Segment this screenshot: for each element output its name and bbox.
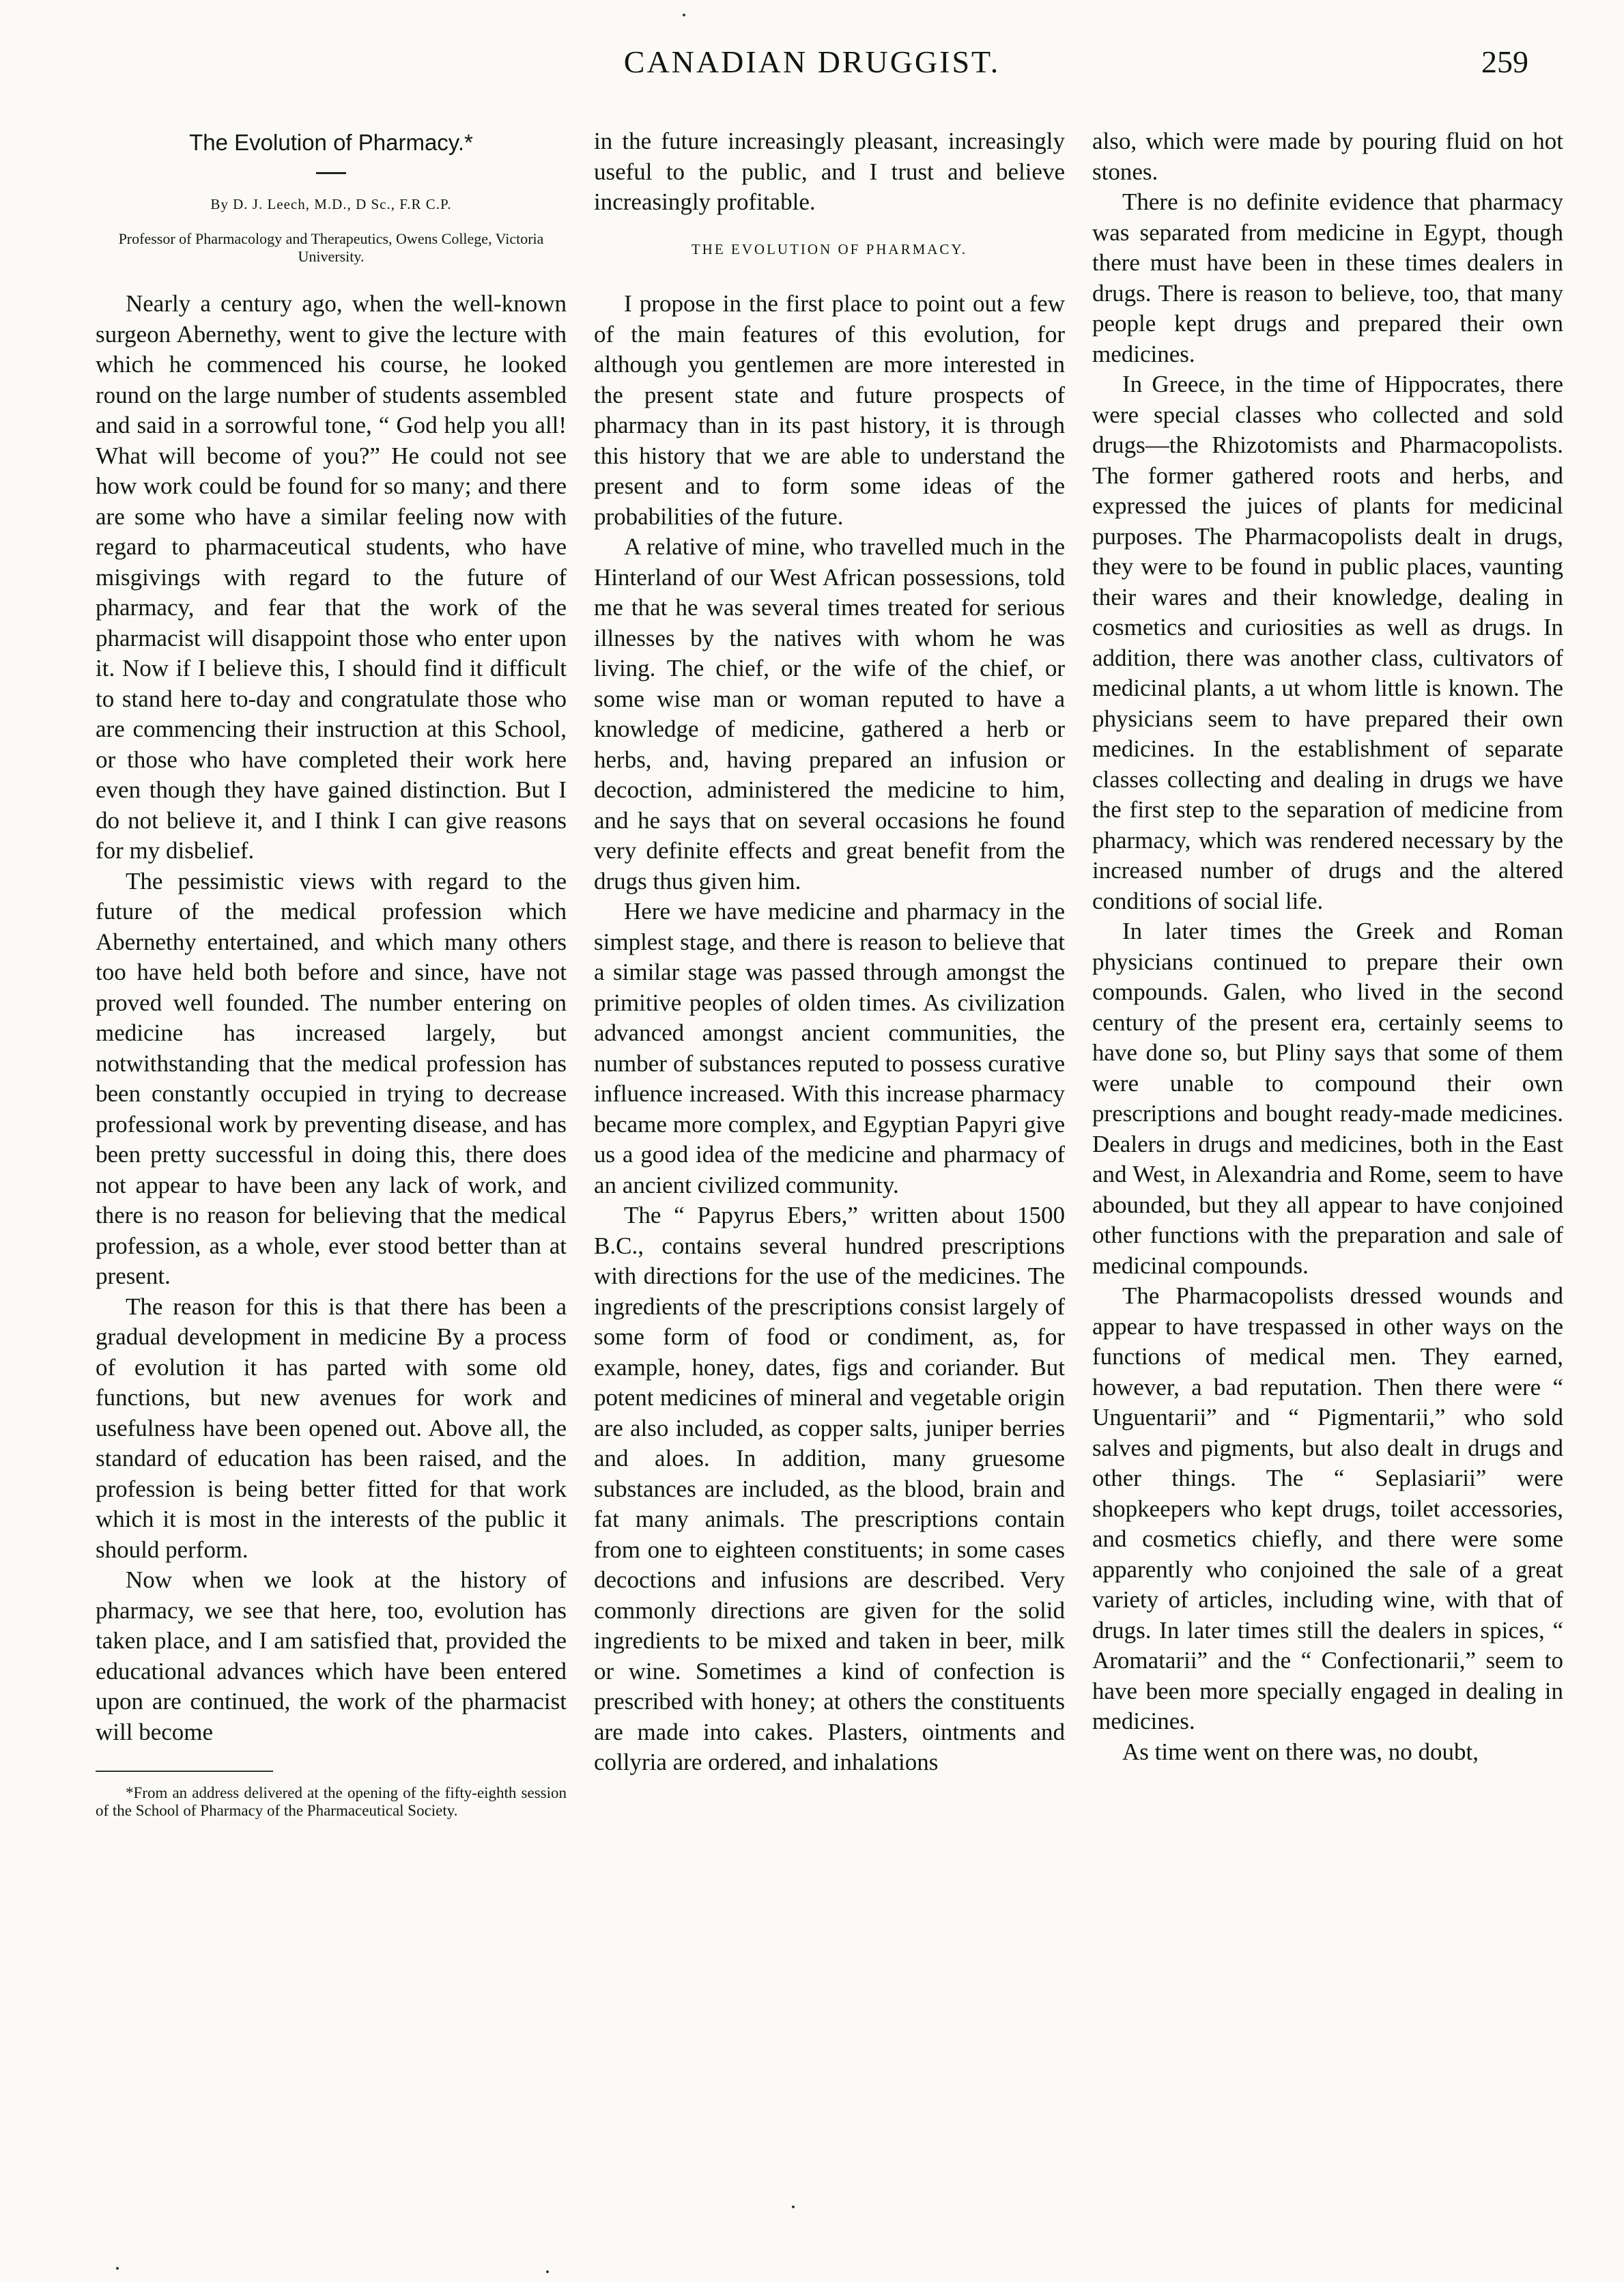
footnote: *From an address delivered at the opening of the fifty-eighth session of the School of Pharmacy of the Pharmaceutical Society.: [96, 1784, 567, 1819]
paragraph: In Greece, in the time of Hippocrates, there were special classes who collected and sold drugs—the Rhizotomists and Pharmacopolists. The former gathered roots and herbs, and expressed the juices of plants for medicinal purposes. The Pharmacopolists dealt in drugs, they were to be found in public places, vaunting their wares and their knowledge, dealing in cosmetics and curiosities as well as drugs. In addition, there was another class, cultivators of medicinal plants, a ut whom little is known. The physicians seem to have prepared their own medicines. In the establishment of separate classes collecting and dealing in drugs we have the first step to the separation of medicine from pharmacy, which was rendered necessary by the increased number of drugs and the altered conditions of social life.: [1092, 371, 1563, 914]
print-speck: [546, 2270, 549, 2273]
paragraph: As time went on there was, no doubt,: [1122, 1738, 1479, 1765]
column-2: [594, 126, 1065, 2202]
section-heading: THE EVOLUTION OF PHARMACY.: [691, 240, 968, 257]
column-1: [96, 126, 567, 2202]
author-byline: By D. J. Leech, M.D., D Sc., F.R C.P.: [210, 195, 452, 212]
print-speck: [116, 2267, 119, 2270]
page-number: 259: [1481, 44, 1528, 79]
title-rule: [316, 172, 346, 174]
paragraph: Here we have medicine and pharmacy in the simplest stage, and there is reason to believe that a similar stage was passed through amongst the primitive peoples of olden times. As civilization advanced amongst ancient communities, the number of substances reputed to possess curative influence increased. With this increase pharmacy became more complex, and Egyptian Papyri give us a good idea of the medicine and pharmacy of an ancient civilized community.: [594, 898, 1065, 1198]
print-speck: [792, 2206, 795, 2208]
paragraph: The Pharmacopolists dressed wounds and appear to have trespassed in other ways on the functions of medical men. They earned, however, a bad reputation. Then there were “ Unguentarii” and “ Pigmentarii,” who sold salves and pigments, but also dealt in drugs and other things. The “ Seplasiarii” were shopkeepers who kept drugs, toilet accessories, and cosmetics chiefly, and there were some apparently who conjoined the sale of a great variety of articles, including wine, with that of drugs. In later times still the dealers in spices, “ Aromatarii” and the “ Confectionarii,” seem to have been more specially engaged in dealing in medicines.: [1092, 1282, 1563, 1734]
article-columns: [96, 126, 1563, 2202]
paragraph: The “ Papyrus Ebers,” written about 1500 B.C., contains several hundred prescriptions with directions for the use of the medicines. The ingredients of the prescriptions consist largely of some form of food or condiment, as, for example, honey, dates, figs and coriander. But potent medicines of mineral and vegetable origin are also included, as copper salts, juniper berries and aloes. In addition, many gruesome substances are included, as the blood, brain and fat many animals. The prescriptions contain from one to eighteen constituents; in some cases decoctions and infusions are described. Very commonly directions are given for the solid ingredients to be mixed and taken in beer, milk or wine. Sometimes a kind of confection is prescribed with honey; at others the constituents are made into cakes. Plasters, ointments and collyria are ordered, and inhalations: [594, 1202, 1065, 1775]
paragraph: Now when we look at the history of pharmacy, we see that here, too, evolution has taken place, and I am satisfied that, provided the educational advances which have been entered upon are continued, the work of the pharmacist will become: [96, 1566, 567, 1745]
footnote-rule: [96, 1771, 273, 1772]
paragraph-continuation: in the future increasingly pleasant, increasingly useful to the public, and I trust and believe increasingly profitable.: [594, 128, 1065, 215]
journal-title: CANADIAN DRUGGIST.: [623, 44, 1001, 79]
paragraph: The reason for this is that there has been a gradual development in medicine By a process of evolution it has parted with some old functions, but new avenues for work and usefulness have been opened out. Above all, the standard of education has been raised, and the profession is being better fitted for that work which it is most in the interests of the public it should perform.: [96, 1293, 567, 1563]
paragraph: In later times the Greek and Roman physicians continued to prepare their own compounds. Galen, who lived in the second century of the present era, certainly seems to have done so, but Pliny says that some of them were unable to compound their own prescriptions and bought ready-made medicines. Dealers in drugs and medicines, both in the East and West, in Alexandria and Rome, seem to have abounded, but they all appear to have conjoined other functions with the preparation and sale of medicinal compounds.: [1092, 918, 1563, 1279]
column-3: [1092, 126, 1563, 2202]
article-title: The Evolution of Pharmacy.*: [189, 130, 473, 155]
paragraph: I propose in the first place to point out a few of the main features of this evolution, for although you gentlemen are more interested in the present state and future prospects of pharmacy than in its past history, it is through this history that we are able to understand the present and to form some ideas of the probabilities of the future.: [594, 290, 1065, 530]
paragraph: Nearly a century ago, when the well-known surgeon Abernethy, went to give the lecture with which he commenced his course, he looked round on the large number of students assembled and said in a sorrowful tone, “ God help you all! What will become of you?” He could not see how work could be found for so many; and there are some who have a similar feeling now with regard to pharmaceutical students, who have misgivings with regard to the future of pharmacy, and fear that the work of the pharmacist will disappoint those who enter upon it. Now if I believe this, I should find it difficult to stand here to-day and congratulate those who are commencing their instruction at this School, or those who have completed their work here even though they have gained distinction. But I do not believe it, and I think I can give reasons for my disbelief.: [96, 290, 567, 864]
author-affiliation: Professor of Pharmacology and Therapeutics, Owens College, Victoria University.: [118, 230, 544, 265]
running-header: [96, 44, 1528, 98]
paragraph-continuation: also, which were made by pouring fluid on hot stones.: [1092, 128, 1563, 185]
print-speck: [683, 14, 685, 16]
paragraph: The pessimistic views with regard to the future of the medical profession which Abernethy entertained, and which many others too have held both before and since, have not proved well founded. The number entering on medicine has increased largely, but notwithstanding that the medical profession has been constantly occupied in trying to decrease professional work by preventing disease, and has been pretty successful in doing this, there does not appear to have been any lack of work, and there is no reason for believing that the medical profession, as a whole, ever stood better than at present.: [96, 867, 567, 1289]
paragraph: There is no definite evidence that pharmacy was separated from medicine in Egypt, though there must have been in these times dealers in drugs. There is reason to believe, too, that many people kept drugs and prepared their own medicines.: [1092, 188, 1563, 367]
paragraph: A relative of mine, who travelled much in the Hinterland of our West African possessions, told me that he was several times treated for serious illnesses by the natives with whom he was living. The chief, or the wife of the chief, or some wise man or woman reputed to have a knowledge of medicine, gathered a herb or herbs, and, having prepared an infusion or decoction, administered the medicine to him, and he says that on several occasions he found very definite effects and great benefit from the drugs thus given him.: [594, 533, 1065, 895]
